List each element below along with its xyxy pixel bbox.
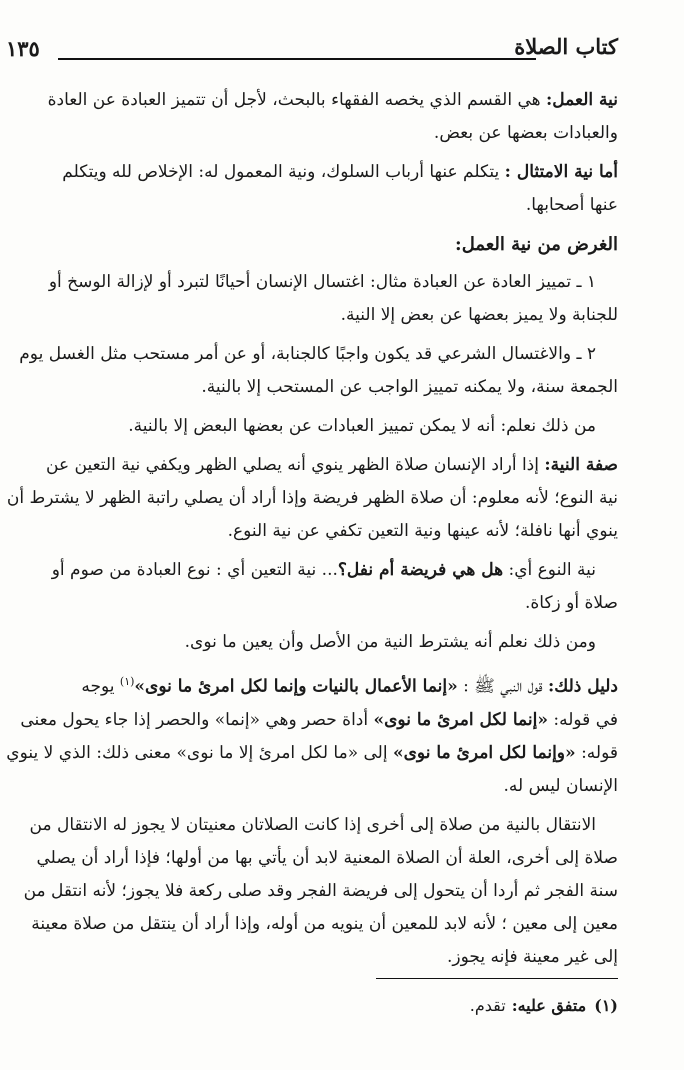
text-span: نية النوع أي: (508, 560, 596, 580)
text-line: سنة الفجر ثم أردا أن يتحول إلى فريضة الفجر وقد صلى ركعة فلا يجوز؛ لأنه انتقل من (23, 880, 618, 901)
body-text (0, 84, 618, 980)
paragraph-evidence (0, 665, 618, 803)
text-line: معين إلى معين ؛ لأنه لابد للمعين أن ينويه من أوله، وإذا أراد أن ينتقل من صلاة معينة (31, 913, 618, 934)
paragraph-sifat-al-niyya (0, 449, 618, 548)
text-line: والعبادات بعضها عن بعض. (433, 123, 618, 143)
footnote-rule (376, 978, 618, 979)
footnote-source: متفق عليه: (511, 996, 587, 1015)
text-span: ... نية التعين أي : نوع العبادة من صوم أو (51, 560, 338, 580)
term-label: أما نية الامتثال : (504, 162, 618, 182)
text-line (0, 737, 618, 770)
header-rule (58, 58, 536, 60)
hadith-quote: «إنما الأعمال بالنيات وإنما لكل امرئ ما نوى» (134, 676, 458, 697)
text-span: يوجه (81, 676, 115, 697)
text-line: نية النوع؛ لأنه معلوم: أن صلاة الظهر فريضة وإذا أراد أن يصلي راتبة الظهر لا يشترط أن (6, 488, 618, 508)
text-span: قوله: (581, 742, 618, 763)
text-span: قول النبي ﷺ : (463, 676, 543, 697)
text-line: الانتقال بالنية من صلاة إلى أخرى إذا كانت الصلاتان معنيتان لا يجوز له الانتقال من (29, 814, 596, 835)
text-line (0, 704, 618, 737)
paragraph-niyyat-al-naw (0, 554, 618, 620)
list-item-2 (0, 338, 618, 404)
paragraph-niyyat-al-imtithal (0, 156, 618, 222)
paragraph-intiqal (0, 809, 618, 974)
text-span: يتكلم عنها أرباب السلوك، ونية المعمول له: الإخلاص لله ويتكلم (62, 162, 500, 182)
text-line: صلاة إلى أخرى، العلة أن الصلاة المعنية لابد أن يأتي بها من أولها؛ فإذا أراد أن يصلي (36, 847, 618, 868)
list-item-1 (0, 266, 618, 332)
hadith-quote: «وإنما لكل امرئ ما نوى» (392, 742, 576, 763)
section-heading: الغرض من نية العمل: (455, 234, 618, 255)
text-line: الجمعة سنة، ولا يمكنه تمييز الواجب عن المستحب إلا بالنية. (201, 377, 618, 397)
text-line: ومن ذلك نعلم أنه يشترط النية من الأصل وأن يعين ما نوى. (184, 632, 596, 652)
text-line: إلى غير معينة فإنه يجوز. (446, 946, 618, 967)
text-line: عنها أصحابها. (525, 195, 618, 215)
paragraph-requirement (0, 626, 618, 659)
text-span: إذا أراد الإنسان صلاة الظهر ينوي أنه يصلي الظهر ويكفي نية التعين عن (46, 455, 539, 475)
running-title: كتاب الصلاة (514, 34, 618, 59)
text-span: أداة حصر وهي «إنما» والحصر إذا جاء يحول معنى (20, 709, 369, 730)
footnote-marker[interactable]: (١) (119, 675, 135, 688)
footnote-number: (١) (594, 996, 618, 1015)
text-line (0, 665, 618, 704)
text-line: ١ ـ تمييز العادة عن العبادة مثال: اغتسال الإنسان أحيانًا لتبرد أو لإزالة الوسخ أو (48, 272, 596, 292)
text-line (0, 449, 618, 482)
text-line: ينوي أنها نافلة؛ لأنه عينها ونية التعين تكفي عن نية النوع. (227, 521, 618, 541)
hadith-quote: «إنما لكل امرئ ما نوى» (373, 709, 548, 730)
text-line: من ذلك نعلم: أنه لا يمكن تمييز العبادات عن بعضها البعض إلا بالنية. (128, 416, 596, 436)
question-quote: هل هي فريضة أم نفل؟ (337, 560, 504, 580)
text-line (0, 156, 618, 189)
text-span: هي القسم الذي يخصه الفقهاء بالبحث، لأجل أن تتميز العبادة عن العادة (47, 90, 541, 110)
term-label: صفة النية: (544, 455, 618, 475)
text-span: إلى «ما لكل امرئ إلا ما نوى» معنى ذلك: الذي لا ينوي (6, 742, 388, 763)
page-header (0, 30, 684, 70)
text-line: ٢ ـ والاغتسال الشرعي قد يكون واجبًا كالجنابة، أو عن أمر مستحب مثل الغسل يوم (19, 344, 596, 364)
term-label: دليل ذلك: (547, 676, 618, 697)
text-line: الإنسان ليس له. (503, 775, 618, 796)
footnote (470, 996, 618, 1015)
text-line (0, 554, 618, 587)
text-line: صلاة أو زكاة. (524, 593, 618, 613)
text-span: في قوله: (553, 709, 618, 730)
text-line (0, 84, 618, 117)
text-line: للجنابة ولا يميز بعضها عن بعض إلا النية. (340, 305, 618, 325)
page-number: ١٣٥ (6, 36, 40, 61)
term-label: نية العمل: (546, 90, 618, 110)
paragraph-conclusion (0, 410, 618, 443)
paragraph-niyyat-al-amal (0, 84, 618, 150)
footnote-text: تقدم. (469, 996, 506, 1015)
